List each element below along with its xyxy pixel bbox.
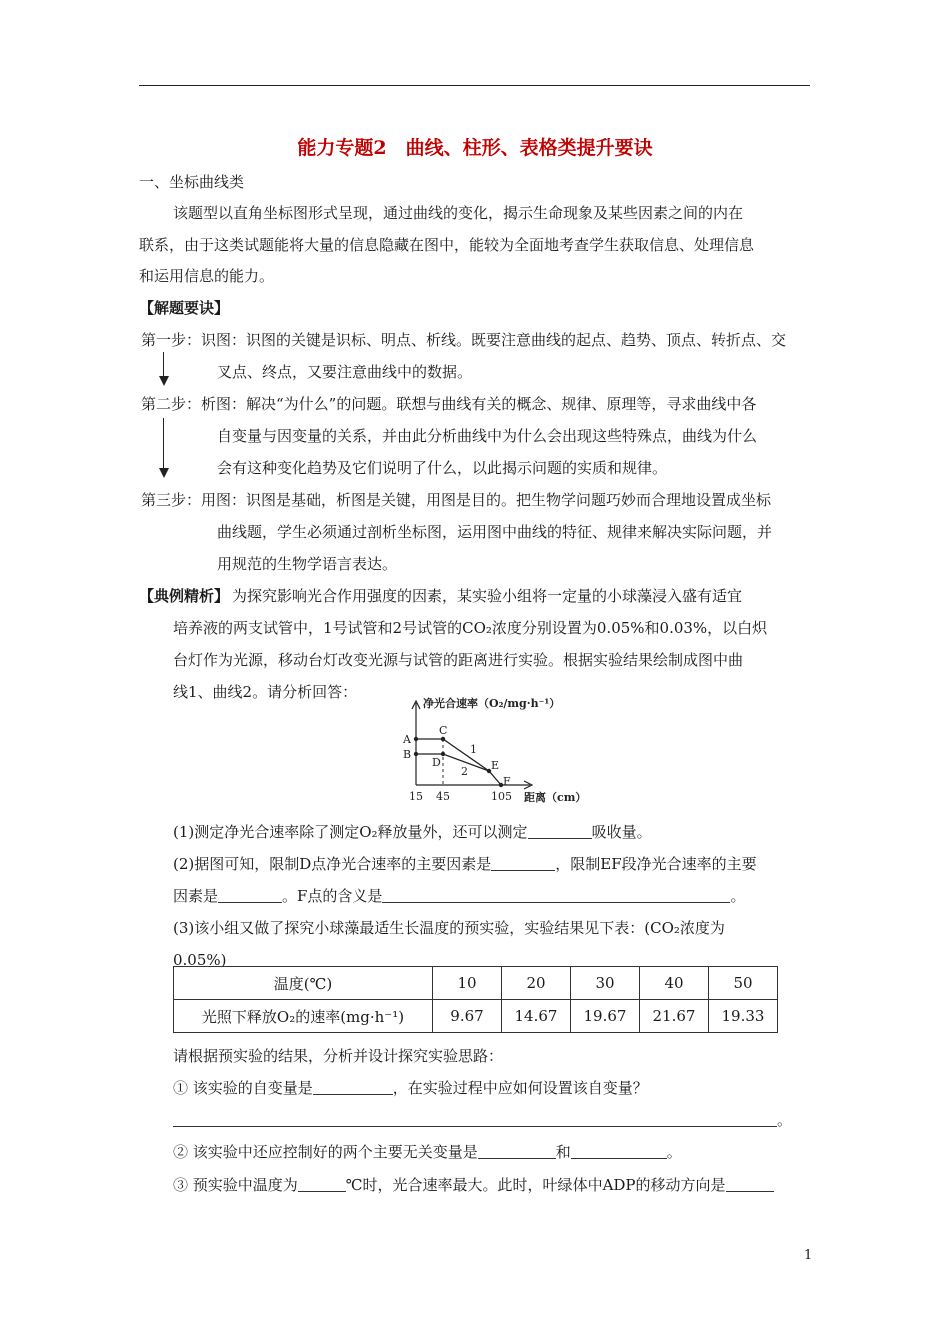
answer-blank-q1[interactable] [528, 824, 592, 839]
sub-question-3: ③ 预实验中温度为 ℃时，光合速率最大。此时，叶绿体中ADP的移动方向是 [173, 1175, 774, 1195]
table-cell: 20 [502, 967, 571, 1000]
answer-blank-q2-f[interactable] [382, 888, 730, 903]
question-2-line-1: (2)据图可知，限制D点净光合速率的主要因素是 ，限制EF段净光合速率的主要 [173, 855, 757, 873]
example-line-2: 培养液的两支试管中，1号试管和2号试管的CO₂浓度分别设置为0.05%和0.03%，以白炽 [173, 619, 768, 637]
x-tick-15: 15 [409, 790, 423, 803]
point-a [414, 737, 418, 741]
step-arrow-2-head [159, 468, 169, 478]
table-cell: 40 [640, 967, 709, 1000]
tips-header: 【解题要诀】 [139, 299, 230, 317]
table-cell: 19.33 [709, 1000, 778, 1033]
example-line-4: 线1、曲线2。请分析回答： [173, 683, 358, 701]
temperature-table [173, 966, 778, 1033]
question-3-line-1: (3)该小组又做了探究小球藻最适生长温度的预实验，实验结果见下表：(CO₂浓度为 [173, 919, 725, 937]
rate-distance-chart [395, 693, 595, 808]
series-label-1: 1 [470, 743, 477, 756]
table-row [174, 967, 778, 1000]
step-3-line-1: 第三步：用图：识图是基础，析图是关键，用图是目的。把生物学问题巧妙而合理地设置成坐标 [141, 491, 772, 509]
table-header-cell: 光照下释放O₂的速率(mg·h⁻¹) [174, 1000, 433, 1033]
answer-blank-q2-d[interactable] [491, 856, 555, 871]
question-3-line-2: 0.05%) [173, 951, 227, 969]
answer-blank-s2-a[interactable] [478, 1144, 556, 1159]
step-arrow-2 [163, 418, 164, 470]
answer-blank-s3-temp[interactable] [298, 1177, 346, 1192]
step-2-line-3: 会有这种变化趋势及它们说明了什么，以此揭示问题的实质和规律。 [217, 459, 668, 477]
intro-line-3: 和运用信息的能力。 [139, 267, 275, 285]
table-cell: 9.67 [433, 1000, 502, 1033]
label-d: D [432, 756, 441, 769]
curve-1 [416, 739, 501, 785]
x-axis-label: 距离（cm） [524, 791, 587, 804]
table-cell: 14.67 [502, 1000, 571, 1033]
example-line-3: 台灯作为光源，移动台灯改变光源与试管的距离进行实验。根据实验结果绘制成图中曲 [173, 651, 744, 669]
answer-blank-s3-adp[interactable] [726, 1177, 774, 1192]
series-label-2: 2 [461, 765, 468, 778]
page-title: 能力专题2 曲线、柱形、表格类提升要诀 [297, 137, 653, 159]
x-tick-45: 45 [436, 790, 450, 803]
table-row [174, 1000, 778, 1033]
x-tick-105: 105 [491, 790, 512, 803]
intro-line-2: 联系，由于这类试题能将大量的信息隐藏在图中，能较为全面地考查学生获取信息、处理信息 [139, 236, 755, 254]
table-cell: 19.67 [571, 1000, 640, 1033]
header-rule [139, 85, 810, 86]
step-1-line-1: 第一步：识图：识图的关键是识标、明点、析线。既要注意曲线的起点、趋势、顶点、转折点、交 [141, 331, 787, 349]
table-header-cell: 温度(℃) [174, 967, 433, 1000]
question-1: (1)测定净光合速率除了测定O₂释放量外，还可以测定 吸收量。 [173, 823, 652, 841]
table-cell: 30 [571, 967, 640, 1000]
page-number: 1 [804, 1248, 813, 1263]
label-f: F [503, 775, 511, 788]
question-2-line-2: 因素是 。F点的含义是 。 [173, 887, 746, 905]
curve-2 [416, 754, 489, 771]
label-b: B [403, 748, 412, 761]
step-1-line-2: 叉点、终点，又要注意曲线中的数据。 [217, 363, 473, 381]
label-a: A [403, 733, 411, 746]
sub-question-1: ① 该实验的自变量是 ，在实验过程中应如何设置该自变量？ [173, 1079, 648, 1097]
table-cell: 50 [709, 967, 778, 1000]
step-2-line-2: 自变量与因变量的关系，并由此分析曲线中为什么会出现这些特殊点，曲线为什么 [217, 427, 758, 445]
answer-blank-s1-long[interactable] [173, 1112, 777, 1127]
example-header: 【典例精析】 [139, 587, 230, 605]
step-arrow-1-head [159, 376, 169, 386]
step-2-line-1: 第二步：析图：解决“为什么”的问题。联想与曲线有关的概念、规律、原理等，寻求曲线中各 [141, 395, 757, 413]
after-table-text: 请根据预实验的结果，分析并设计探究实验思路： [173, 1047, 504, 1065]
label-e: E [491, 759, 500, 772]
answer-blank-s1[interactable] [313, 1080, 393, 1095]
table-cell: 21.67 [640, 1000, 709, 1033]
point-c [441, 737, 445, 741]
sub-question-2: ② 该实验中还应控制好的两个主要无关变量是 和 。 [173, 1143, 682, 1161]
label-c: C [439, 724, 448, 737]
intro-line-1: 该题型以直角坐标图形式呈现，通过曲线的变化，揭示生命现象及某些因素之间的内在 [173, 204, 744, 222]
step-3-line-2: 曲线题，学生必须通过剖析坐标图，运用图中曲线的特征、规律来解决实际问题，并 [217, 523, 773, 541]
answer-blank-q2-ef[interactable] [218, 888, 282, 903]
sub-question-1-answer-line: 。 [173, 1110, 792, 1130]
point-d [441, 752, 445, 756]
y-axis-label: 净光合速率（O₂/mg·h⁻¹） [423, 697, 561, 710]
example-line-1: 为探究影响光合作用强度的因素，某实验小组将一定量的小球藻浸入盛有适宜 [232, 587, 743, 605]
section-heading: 一、坐标曲线类 [139, 173, 245, 191]
table-cell: 10 [433, 967, 502, 1000]
point-b [414, 752, 418, 756]
step-3-line-3: 用规范的生物学语言表达。 [217, 555, 398, 573]
answer-blank-s2-b[interactable] [571, 1144, 667, 1159]
step-arrow-1 [163, 352, 164, 378]
